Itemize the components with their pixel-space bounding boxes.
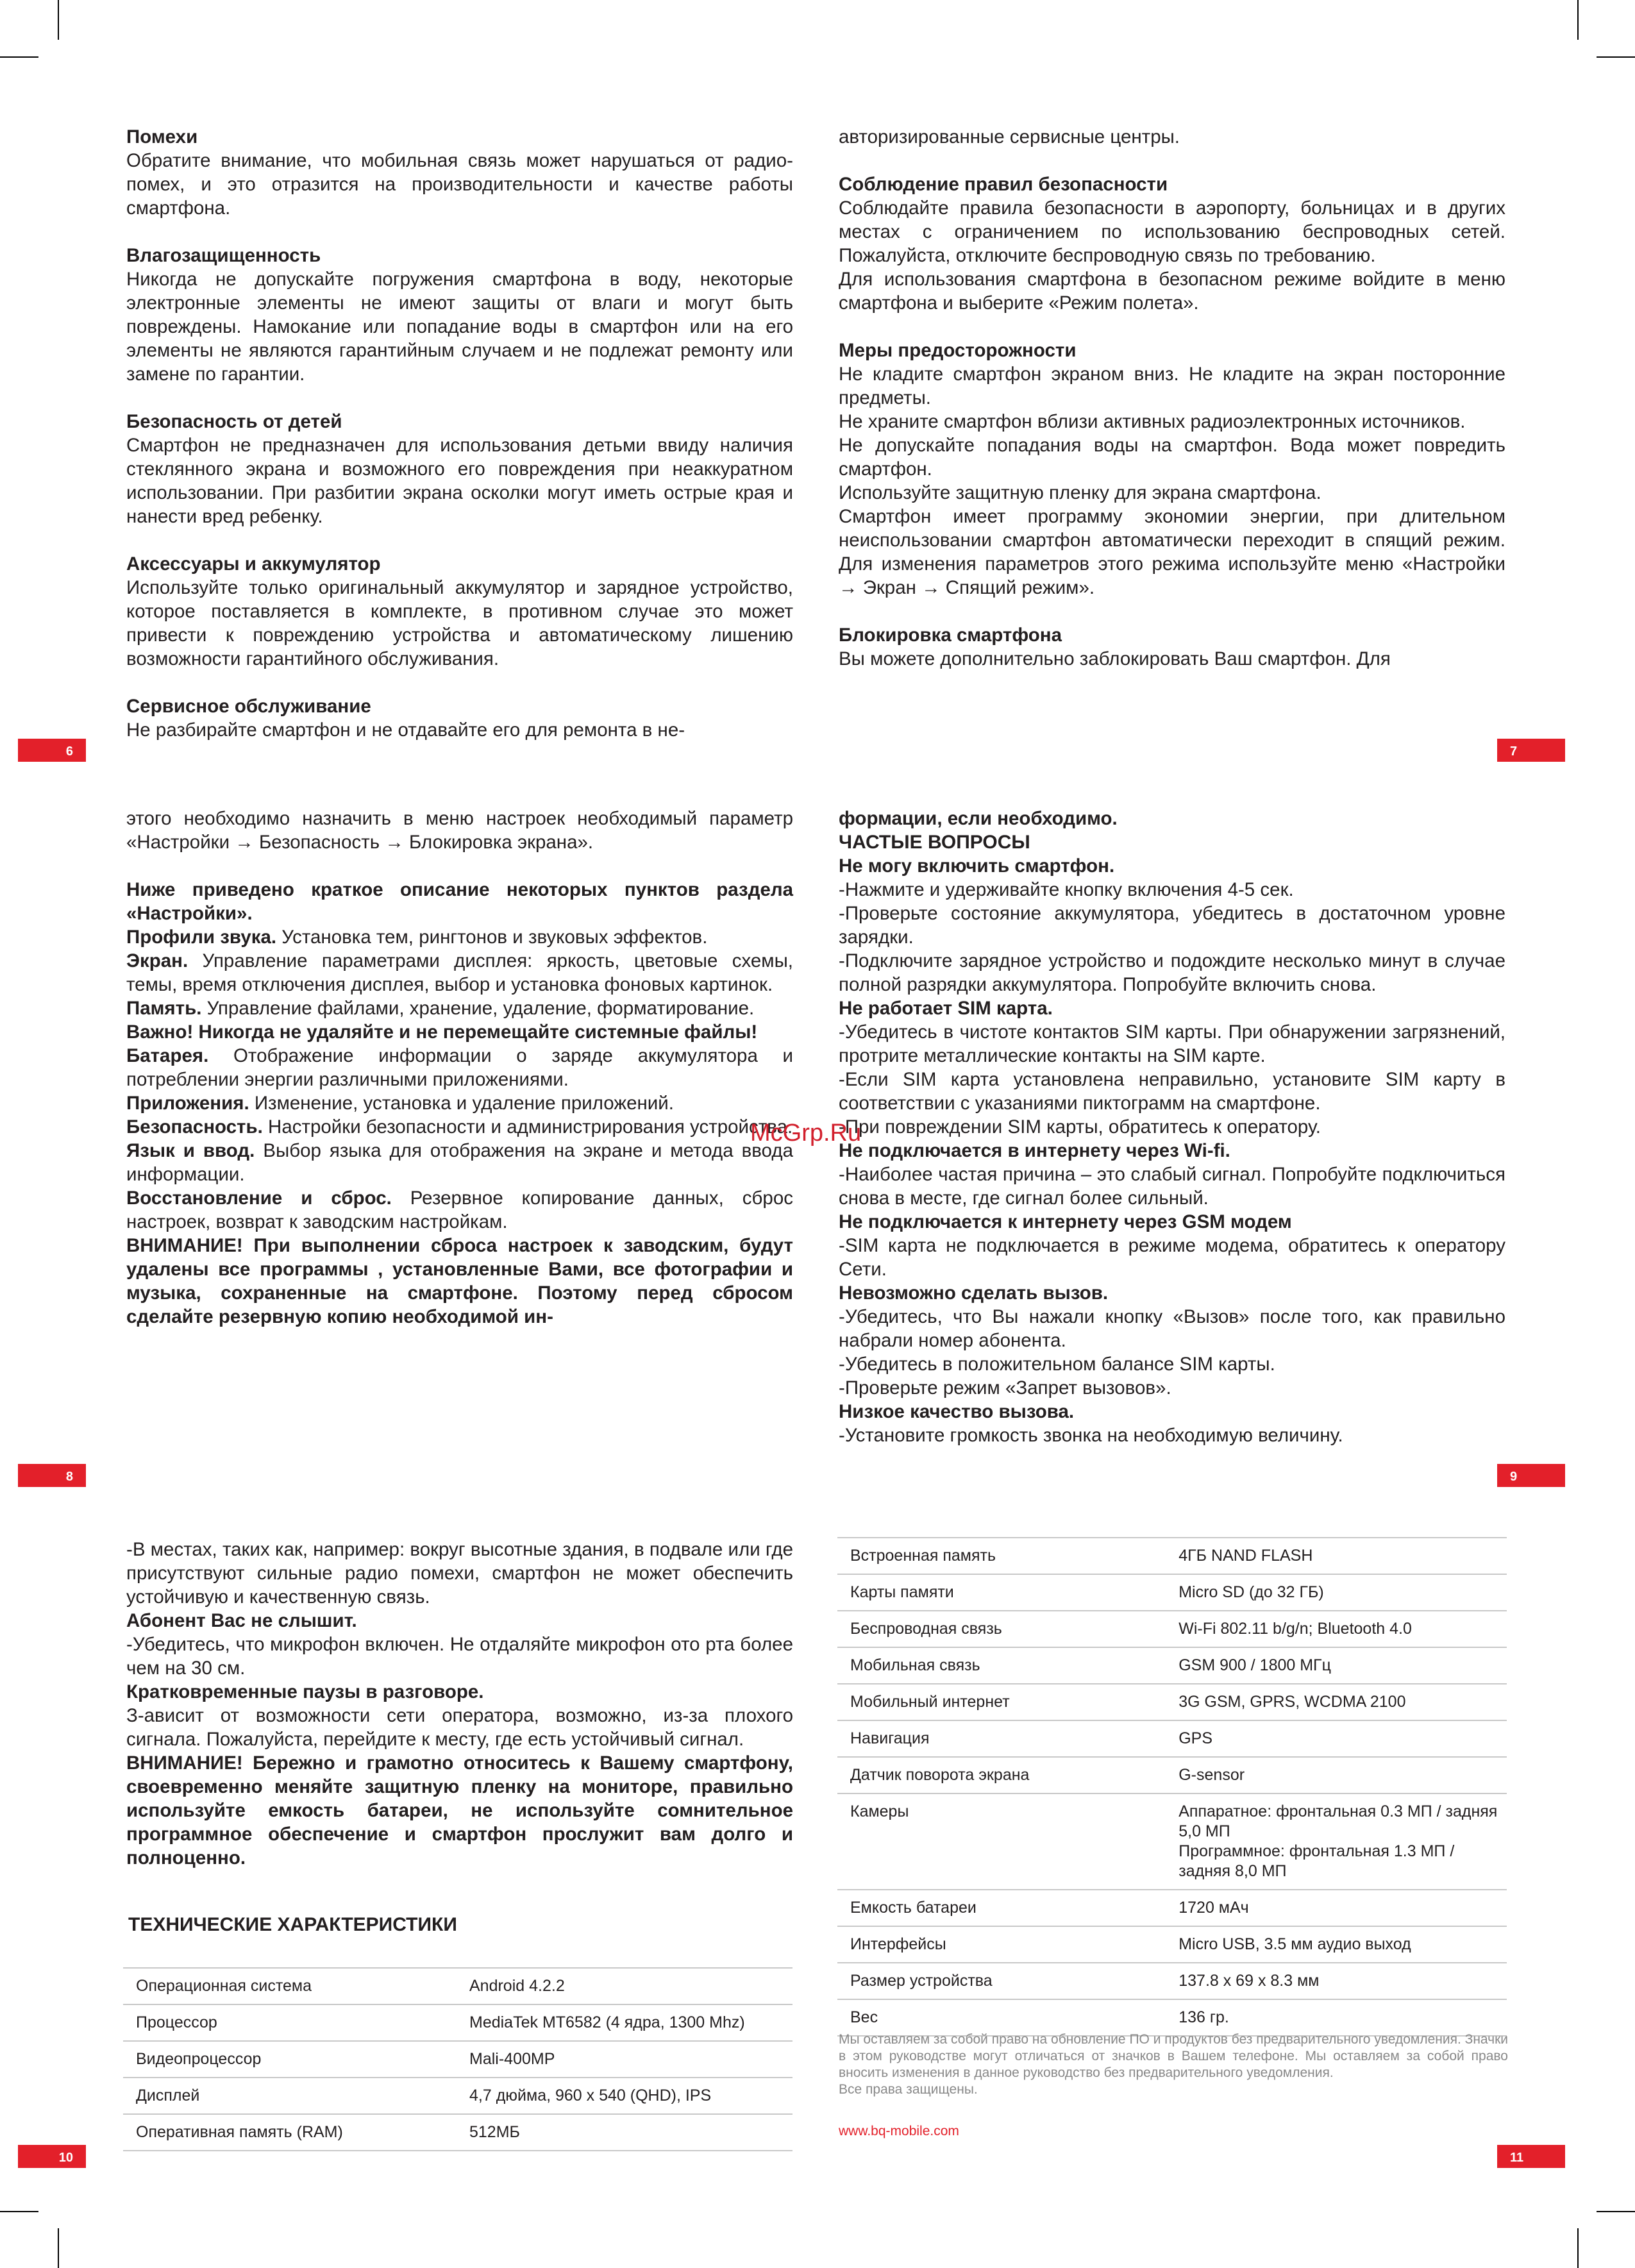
page-number-7: 7 (1497, 739, 1565, 762)
page-number-10: 10 (18, 2145, 86, 2168)
faq-question: Невозможно сделать вызов. (839, 1282, 1109, 1304)
precaution-item: Смартфон имеет программу экономии энергии, при длительном неиспользовании смартфон автоматически переходит в спящий режим. Для изменения параметров этого режима используйте меню «Настройки → Экран → Спящий режим». (839, 506, 1505, 598)
spec-row (837, 1793, 1507, 1890)
section-text: Никогда не допускайте погружения смартфона в воду, некоторые электронные элементы не имеют защиты от влаги и могут быть повреждены. Намокание или попадание воды в смартфон или на его элементы не являются гарантийным случаем и не подлежат ремонту или замене по гарантии. (126, 269, 793, 385)
page-7-lead: авторизированные сервисные центры. (839, 126, 1180, 147)
precaution-item: Не кладите смартфон экраном вниз. Не кладите на экран посторонние предметы. (839, 364, 1505, 408)
spec-value: 4ГБ NAND FLASH (1166, 1538, 1507, 1574)
settings-desc: Отображение информации о заряде аккумулятора и потреблении энергии различными приложениями. (126, 1045, 793, 1090)
watermark: McGrp.Ru (750, 1120, 862, 1147)
rights-text: Все права защищены. (839, 2082, 978, 2097)
settings-item (126, 996, 793, 1020)
crop-mark (1597, 56, 1635, 58)
spec-key: Емкость батареи (837, 1890, 1166, 1926)
spec-value: 137.8 x 69 x 8.3 мм (1166, 1963, 1507, 1999)
spec-key: Карты памяти (837, 1574, 1166, 1611)
website-link[interactable]: www.bq-mobile.com (839, 2124, 959, 2138)
page-9-column (839, 807, 1505, 1447)
faq-answer: -Убедитесь, что Вы нажали кнопку «Вызов» после того, как правильно набрали номер абонента. (839, 1306, 1505, 1351)
precaution-item: Не допускайте попадания воды на смартфон. Вода может повредить смартфон. (839, 435, 1505, 480)
spec-value: 136 гр. (1166, 1999, 1507, 2036)
settings-item (126, 1044, 793, 1091)
spec-value: GPS (1166, 1720, 1507, 1757)
faq-answer: -Убедитесь в положительном балансе SIM карты. (839, 1354, 1275, 1375)
section-heading: Сервисное обслуживание (126, 696, 371, 717)
faq-question: Не подключается в интернету через Wi-fi. (839, 1140, 1230, 1161)
settings-desc: Резервное копирование данных, сброс настроек, возврат к заводским настройкам. (126, 1188, 793, 1232)
spec-value: Android 4.2.2 (457, 1968, 792, 2004)
reset-warning: ВНИМАНИЕ! При выполнении сброса настроек к заводским, будут удалены все программы , установленные Вами, все фотографии и музыка, сохраненные на смартфоне. Поэтому перед сбросом сделайте резервную копию необходимой ин- (126, 1235, 793, 1327)
spec-key: Интерфейсы (837, 1926, 1166, 1963)
settings-term: Профили звука. (126, 927, 277, 948)
spec-table-2 (837, 1537, 1507, 2037)
spec-key: Процессор (123, 2004, 457, 2041)
precaution-item: Не храните смартфон вблизи активных радиоэлектронных источников. (839, 411, 1466, 432)
spec-key: Камеры (837, 1793, 1166, 1890)
safety-text: Соблюдайте правила безопасности в аэропорту, больницах и в других местах с ограничением по использованию беспроводных сетей. Пожалуйста, отключите беспроводную связь по требованию. (839, 197, 1505, 266)
faq-title: ЧАСТЫЕ ВОПРОСЫ (839, 832, 1030, 853)
spec-row (123, 2041, 792, 2078)
spec-key: Операционная система (123, 1968, 457, 2004)
page-8-column (126, 807, 793, 1329)
faq-answer: -Подключите зарядное устройство и подождите несколько минут в случае полной разрядки аккумулятора. Попробуйте включить снова. (839, 950, 1505, 995)
spec-row (837, 1926, 1507, 1963)
settings-item (126, 949, 793, 996)
settings-desc: Настройки безопасности и администрирования устройства. (262, 1116, 793, 1138)
spec-key: Видеопроцессор (123, 2041, 457, 2078)
faq-question: Не работает SIM карта. (839, 998, 1053, 1019)
precautions-heading: Меры предосторожности (839, 340, 1077, 361)
settings-term: Восстановление и сброс. (126, 1188, 392, 1209)
spec-value: Аппаратное: фронтальная 0.3 МП / задняя 5,0 МП Программное: фронтальная 1.3 МП / задняя 8,0 МП (1166, 1793, 1507, 1890)
spec-key: Вес (837, 1999, 1166, 2036)
spec-row (837, 1684, 1507, 1720)
lock-heading: Блокировка смартфона (839, 625, 1062, 646)
page-6-column (126, 125, 793, 742)
faq-answer: -При повреждении SIM карты, обратитесь к оператору. (839, 1116, 1321, 1138)
settings-desc: Выбор языка для отображения на экране и метода ввода информации. (126, 1140, 793, 1185)
spec-key: Беспроводная связь (837, 1611, 1166, 1647)
settings-desc: Управление параметрами дисплея: яркость, цветовые схемы, темы, время отключения дисплея, выбор и установка фоновых картинок. (126, 950, 793, 995)
section-text: Смартфон не предназначен для использования детьми ввиду наличия стеклянного экрана и возможного его повреждения при неаккуратном использовании. При разбитии экрана осколки могут иметь острые края и нанести вред ребенку. (126, 435, 793, 527)
spec-key: Оперативная память (RAM) (123, 2114, 457, 2151)
spec-key: Мобильный интернет (837, 1684, 1166, 1720)
safety-heading: Соблюдение правил безопасности (839, 174, 1168, 195)
spec-row (123, 2114, 792, 2151)
spec-value: Micro USB, 3.5 мм аудио выход (1166, 1926, 1507, 1963)
faq-answer: -Проверьте состояние аккумулятора, убедитесь в достаточном уровне зарядки. (839, 903, 1505, 948)
section-heading: Влагозащищенность (126, 245, 321, 266)
crop-mark (0, 2211, 38, 2212)
spec-key: Размер устройства (837, 1963, 1166, 1999)
faq-answer: -Наиболее частая причина – это слабый сигнал. Попробуйте подключиться снова в месте, где сигнал более сильный. (839, 1164, 1505, 1209)
lock-text: Вы можете дополнительно заблокировать Ваш смартфон. Для (839, 648, 1391, 669)
settings-intro: Ниже приведено краткое описание некоторых пунктов раздела «Настройки». (126, 879, 793, 924)
spec-value: 3G GSM, GPRS, WCDMA 2100 (1166, 1684, 1507, 1720)
spec-key: Навигация (837, 1720, 1166, 1757)
spec-row (837, 1999, 1507, 2036)
spec-row (123, 2078, 792, 2114)
faq-question: Не могу включить смартфон. (839, 855, 1115, 877)
page-number-8: 8 (18, 1464, 86, 1487)
faq-answer: -Установите громкость звонка на необходимую величину. (839, 1425, 1343, 1446)
page-number-6: 6 (18, 739, 86, 762)
faq-answer: -Проверьте режим «Запрет вызовов». (839, 1377, 1171, 1399)
section-heading: Аксессуары и аккумулятор (126, 553, 381, 575)
section-heading: Безопасность от детей (126, 411, 342, 432)
faq-question: Не подключается к интернету через GSM модем (839, 1211, 1292, 1232)
spec-value: 4,7 дюйма, 960 x 540 (QHD), IPS (457, 2078, 792, 2114)
page-8-lead: этого необходимо назначить в меню настроек необходимый параметр «Настройки → Безопасность → Блокировка экрана». (126, 808, 793, 853)
faq-answer: -Если SIM карта установлена неправильно, установите SIM карту в соответствии с указаниями пиктограмм на смартфоне. (839, 1069, 1505, 1114)
settings-item (126, 1115, 793, 1139)
faq-answer: -Убедитесь, что микрофон включен. Не отдаляйте микрофон ото рта более чем на 30 см. (126, 1634, 793, 1679)
spec-row (837, 1757, 1507, 1793)
spec-table-1 (123, 1967, 792, 2151)
page-number-9: 9 (1497, 1464, 1565, 1487)
safety-text-2: Для использования смартфона в безопасном режиме войдите в меню смартфона и выберите «Режим полета». (839, 269, 1505, 314)
faq-question: ВНИМАНИЕ! Бережно и грамотно относитесь к Вашему смартфону, своевременно меняйте защитную пленку на мониторе, правильно используйте емкость батареи, не используйте сомнительное программное обеспечение и смартфон прослужит вам долго и полноценно. (126, 1752, 793, 1869)
page-7-column (839, 125, 1505, 671)
crop-mark (1577, 2228, 1579, 2268)
spec-row (123, 2004, 792, 2041)
faq-answer: -Убедитесь в чистоте контактов SIM карты. При обнаружении загрязнений, протрите металлические контакты на SIM карте. (839, 1021, 1505, 1066)
spec-value: 1720 мАч (1166, 1890, 1507, 1926)
disclaimer-text: Мы оставляем за собой право на обновление ПО и продуктов без предварительного уведомления. Значки в этом руководстве могут отличаться от значков в Вашем телефоне. Мы оставляем за собой право вносить изменения в данное руководство без предварительного уведомления. (839, 2032, 1508, 2080)
spec-row (123, 1968, 792, 2004)
section-text: Используйте только оригинальный аккумулятор и зарядное устройство, которое поставляется в комплекте, в противном случае это может привести к повреждению устройства и автоматическому лишению возможности гарантийного обслуживания. (126, 577, 793, 669)
section-text: Обратите внимание, что мобильная связь может нарушаться от радио- помех, и это отразится на производительности и качестве работы смартфона. (126, 150, 793, 219)
page-10-column (126, 1538, 793, 1870)
settings-item (126, 1091, 793, 1115)
crop-mark (58, 2228, 59, 2268)
section-heading: Помехи (126, 126, 198, 147)
settings-item (126, 925, 793, 949)
spec-row (837, 1890, 1507, 1926)
settings-desc: Установка тем, рингтонов и звуковых эффектов. (276, 927, 708, 948)
spec-value: MediaTek MT6582 (4 ядра, 1300 Mhz) (457, 2004, 792, 2041)
spec-row (837, 1538, 1507, 1574)
spec-value: Micro SD (до 32 ГБ) (1166, 1574, 1507, 1611)
spec-value: Wi-Fi 802.11 b/g/n; Bluetooth 4.0 (1166, 1611, 1507, 1647)
crop-mark (1577, 0, 1579, 40)
spec-row (837, 1647, 1507, 1684)
crop-mark (1597, 2211, 1635, 2212)
settings-term: Батарея. (126, 1045, 209, 1066)
faq-answer: -В местах, таких как, например: вокруг высотные здания, в подвале или где присутствуют сильные радио помехи, смартфон не может обеспечить устойчивую и качественную связь. (126, 1539, 793, 1608)
settings-term: Приложения. (126, 1093, 249, 1114)
settings-item (126, 1139, 793, 1186)
spec-row (837, 1574, 1507, 1611)
faq-question: Кратковременные паузы в разговоре. (126, 1681, 484, 1702)
section-text: Не разбирайте смартфон и не отдавайте его для ремонта в не- (126, 719, 685, 741)
settings-item (126, 1020, 793, 1044)
spec-key: Мобильная связь (837, 1647, 1166, 1684)
settings-desc: Управление файлами, хранение, удаление, форматирование. (201, 998, 755, 1019)
spec-title: ТЕХНИЧЕСКИЕ ХАРАКТЕРИСТИКИ (128, 1914, 457, 1935)
settings-term: Экран. (126, 950, 189, 971)
precaution-item: Используйте защитную пленку для экрана смартфона. (839, 482, 1321, 503)
disclaimer (839, 2031, 1508, 2098)
faq-question: Абонент Вас не слышит. (126, 1610, 357, 1631)
settings-term: Важно! Никогда не удаляйте и не перемещайте системные файлы! (126, 1021, 758, 1043)
settings-term: Память. (126, 998, 202, 1019)
settings-desc: Изменение, установка и удаление приложений. (249, 1093, 674, 1114)
crop-mark (0, 56, 38, 58)
settings-term: Язык и ввод. (126, 1140, 255, 1161)
faq-answer: -Нажмите и удерживайте кнопку включения 4-5 сек. (839, 879, 1294, 900)
spec-value: GSM 900 / 1800 МГц (1166, 1647, 1507, 1684)
spec-key: Дисплей (123, 2078, 457, 2114)
settings-term: Безопасность. (126, 1116, 263, 1138)
page-9-lead: формации, если необходимо. (839, 808, 1118, 829)
crop-mark (58, 0, 59, 40)
faq-answer: -SIM карта не подключается в режиме модема, обратитесь к оператору Сети. (839, 1235, 1505, 1280)
spec-key: Датчик поворота экрана (837, 1757, 1166, 1793)
spec-key: Встроенная память (837, 1538, 1166, 1574)
spec-row (837, 1963, 1507, 1999)
page-number-11: 11 (1497, 2145, 1565, 2168)
spec-row (837, 1720, 1507, 1757)
faq-answer: З-ависит от возможности сети оператора, возможно, из-за плохого сигнала. Пожалуйста, перейдите к месту, где есть устойчивый сигнал. (126, 1705, 793, 1750)
spec-value: G-sensor (1166, 1757, 1507, 1793)
spec-row (837, 1611, 1507, 1647)
spec-value: Mali-400MP (457, 2041, 792, 2078)
spec-value: 512МБ (457, 2114, 792, 2151)
faq-question: Низкое качество вызова. (839, 1401, 1075, 1422)
settings-item (126, 1186, 793, 1234)
